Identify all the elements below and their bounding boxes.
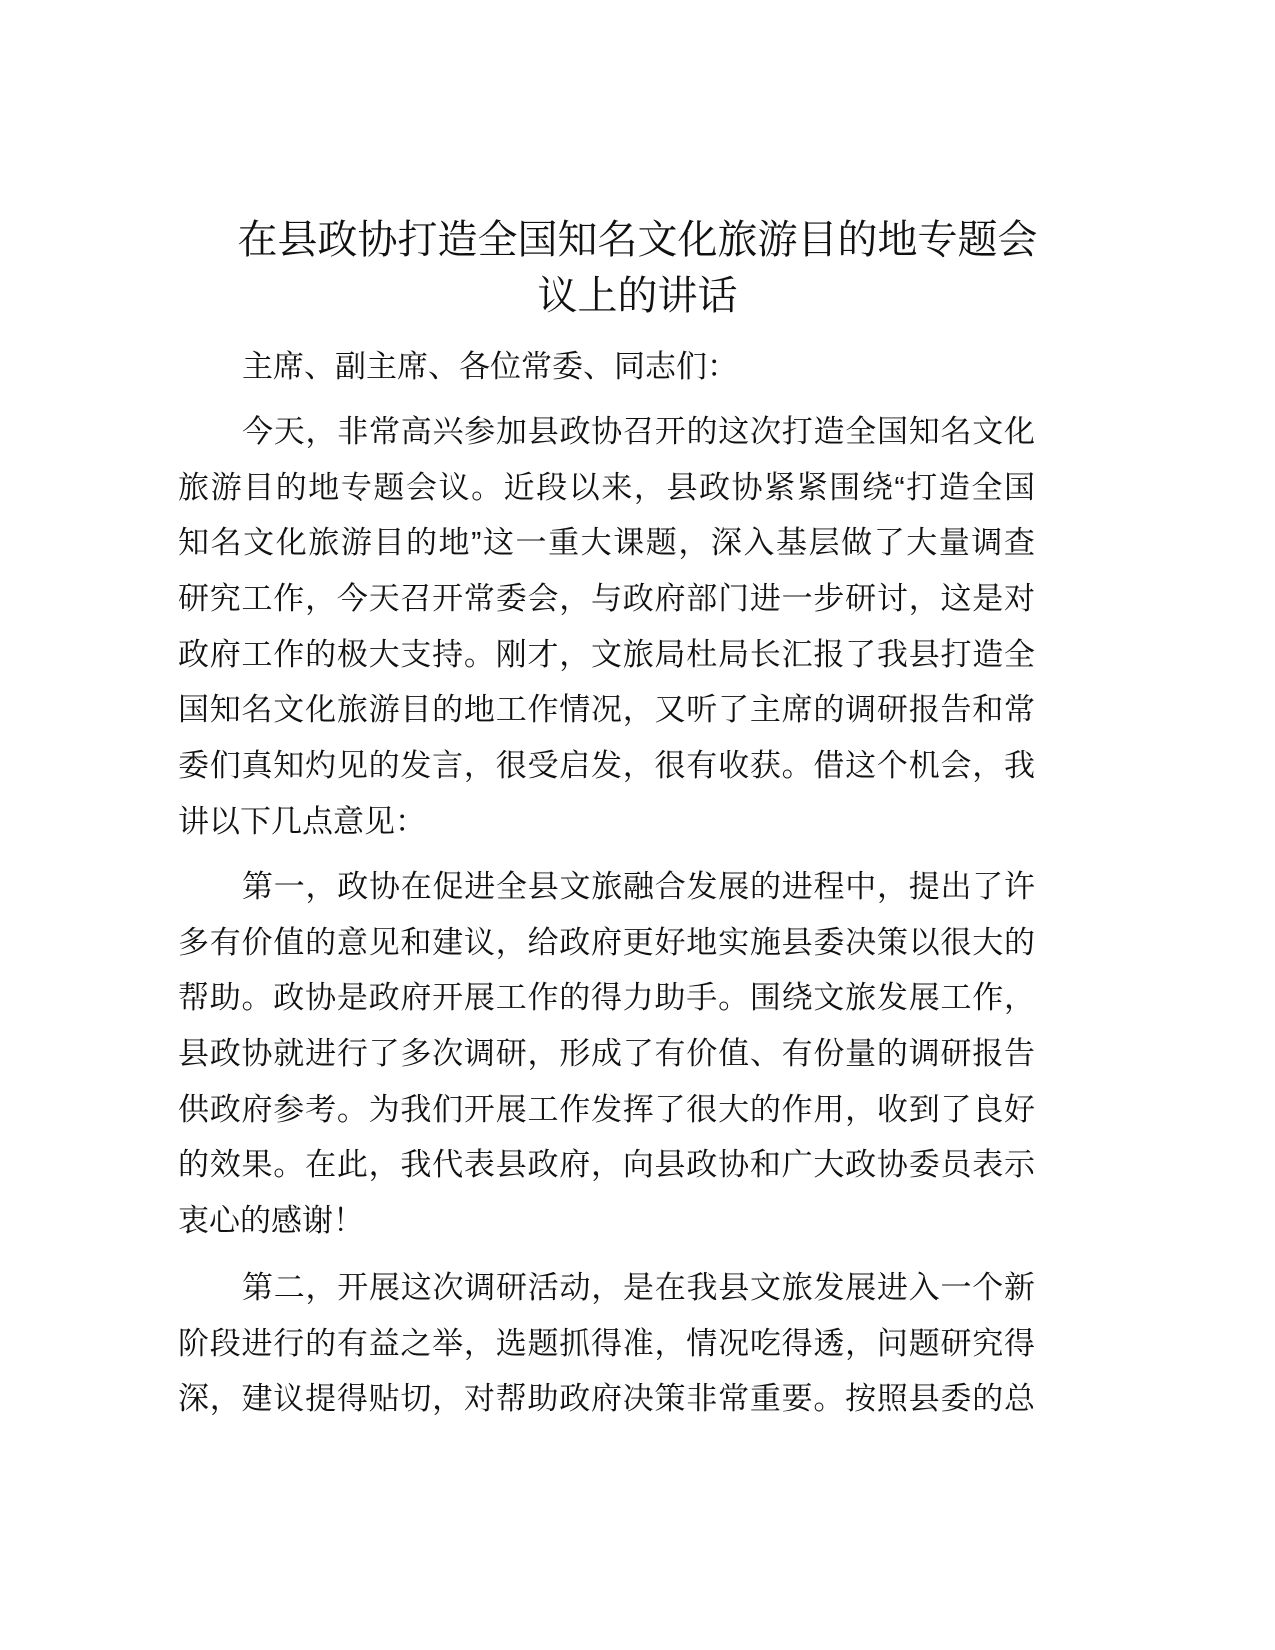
paragraph-line: 衷心的感谢！ xyxy=(178,1203,364,1239)
paragraph-line: 的效果。在此，我代表县政府，向县政协和广大政协委员表示 xyxy=(178,1147,1035,1183)
paragraph-line: 多有价值的意见和建议，给政府更好地实施县委决策以很大的 xyxy=(178,924,1035,960)
paragraph-2 xyxy=(178,859,1035,1249)
paragraph-line: 阶段进行的有益之举，选题抓得准，情况吃得透，问题研究得 xyxy=(178,1325,1035,1361)
greeting xyxy=(178,339,1035,395)
paragraph-line: 讲以下几点意见： xyxy=(178,803,426,839)
paragraph-line: 知名文化旅游目的地”这一重大课题，深入基层做了大量调查 xyxy=(178,525,1035,561)
paragraph-line: 政府工作的极大支持。刚才，文旅局杜局长汇报了我县打造全 xyxy=(178,636,1035,672)
paragraph-line: 县政协就进行了多次调研，形成了有价值、有份量的调研报告 xyxy=(178,1036,1035,1072)
paragraph-line: 今天，非常高兴参加县政协召开的这次打造全国知名文化 xyxy=(242,414,1035,449)
paragraph-line: 旅游目的地专题会议。近段以来，县政协紧紧围绕“打造全国 xyxy=(178,469,1035,505)
paragraph-line: 委们真知灼见的发言，很受启发，很有收获。借这个机会，我 xyxy=(178,748,1035,784)
paragraph-line: 帮助。政协是政府开展工作的得力助手。围绕文旅发展工作， xyxy=(178,980,1035,1016)
title-line: 在县政协打造全国知名文化旅游目的地专题会 xyxy=(237,218,1038,262)
greeting-line: 主席、副主席、各位常委、同志们： xyxy=(242,349,738,384)
paragraph-line: 第二，开展这次调研活动，是在我县文旅发展进入一个新 xyxy=(242,1270,1035,1305)
title-line: 议上的讲话 xyxy=(537,274,738,318)
paragraph-line: 国知名文化旅游目的地工作情况，又听了主席的调研报告和常 xyxy=(178,692,1035,728)
paragraph-1 xyxy=(178,404,1035,850)
document-title xyxy=(150,212,1125,324)
paragraph-line: 研究工作，今天召开常委会，与政府部门进一步研讨，这是对 xyxy=(178,581,1035,617)
paragraph-line: 供政府参考。为我们开展工作发挥了很大的作用，收到了良好 xyxy=(178,1091,1035,1127)
paragraph-line: 深，建议提得贴切，对帮助政府决策非常重要。按照县委的总 xyxy=(178,1381,1035,1417)
paragraph-3 xyxy=(178,1260,1035,1427)
paragraph-line: 第一，政协在促进全县文旅融合发展的进程中，提出了许 xyxy=(242,869,1035,904)
